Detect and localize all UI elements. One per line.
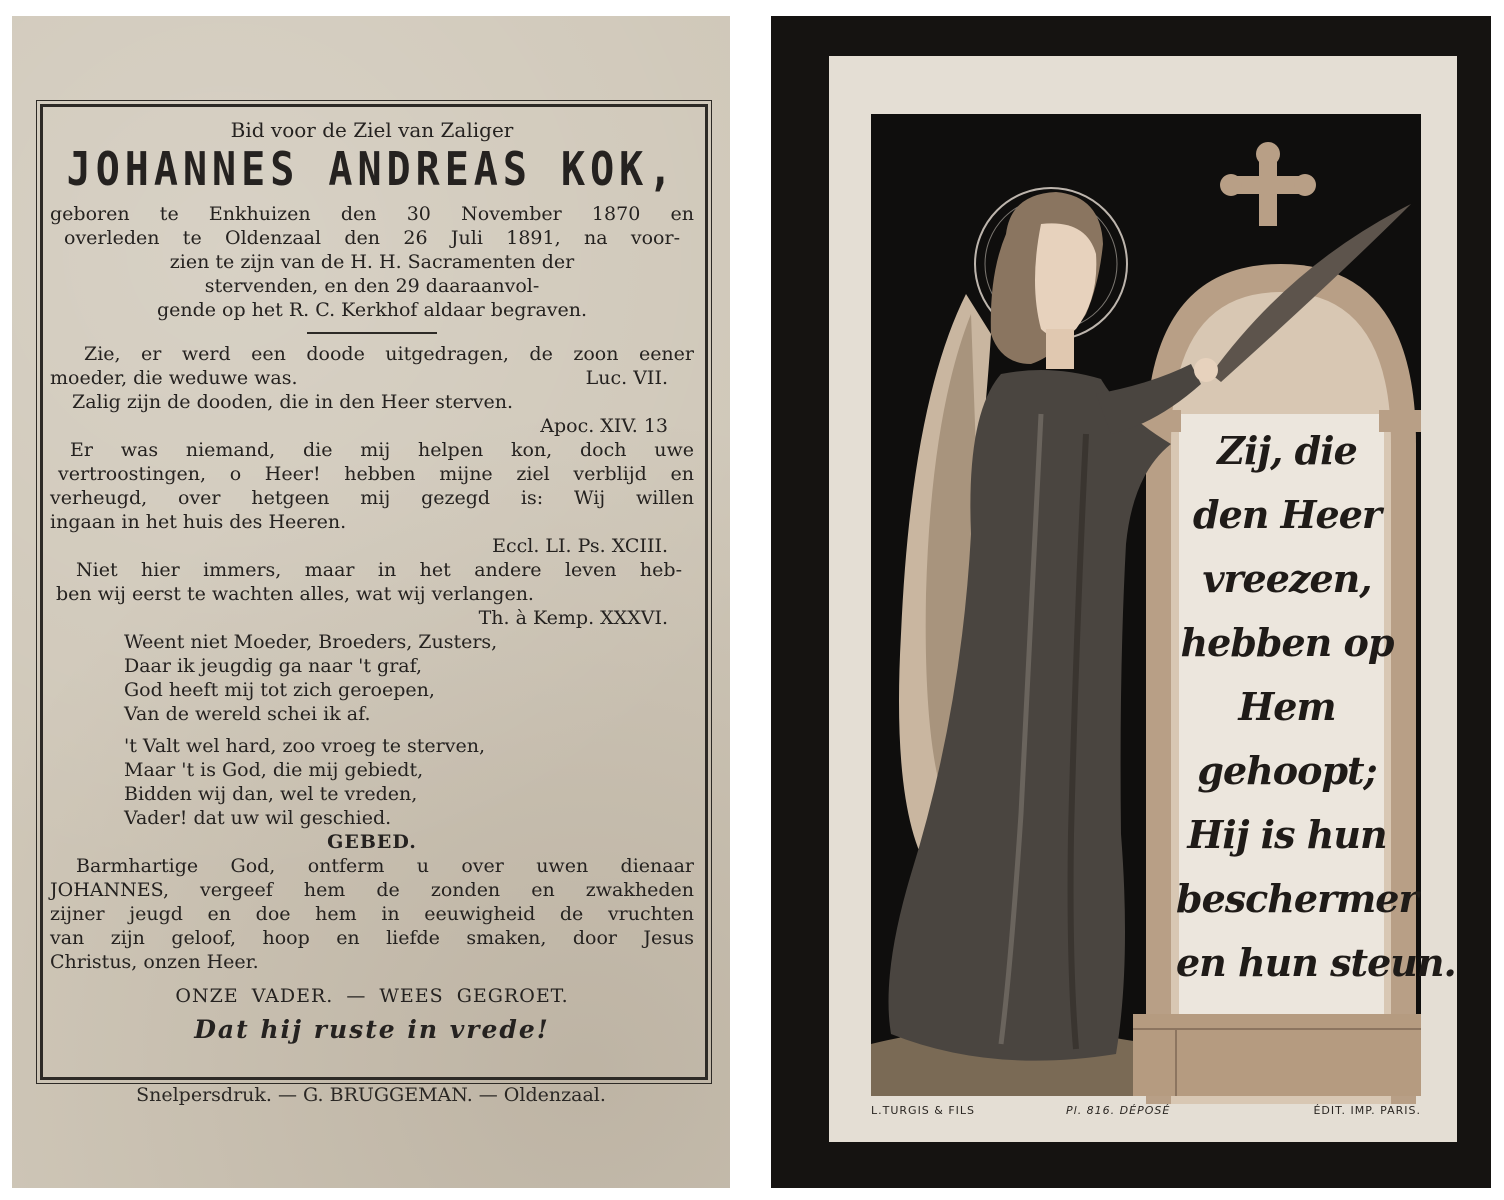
- quote-line: ben wij eerst te wachten alles, wat wij verlangen.: [56, 583, 534, 605]
- reference-apoc: Apoc. XIV. 13: [540, 415, 668, 437]
- divider-rule: [307, 332, 437, 334]
- memorial-card-image-side: [771, 16, 1491, 1188]
- quote-line: vertroostingen, o Heer! hebben mijne ziel verblijd en: [58, 463, 694, 485]
- credit-city: ÉDIT. IMP. PARIS.: [1313, 1104, 1421, 1117]
- header-line: Bid voor de Ziel van Zaliger: [230, 118, 514, 142]
- verse-line: Bidden wij dan, wel te vreden,: [124, 783, 418, 805]
- prayer-title: GEBED.: [327, 831, 417, 853]
- memorial-card-text-side: [12, 16, 730, 1188]
- inscription-line: gehoopt;: [1197, 748, 1377, 793]
- quote-line: ingaan in het huis des Heeren.: [50, 511, 347, 533]
- verse-line: 't Valt wel hard, zoo vroeg te sterven,: [124, 735, 485, 757]
- inscription-line: beschermer: [1176, 876, 1418, 921]
- angel-hand: [1194, 358, 1218, 382]
- verse-stanza-2: [50, 734, 694, 830]
- verse-line: Vader! dat uw wil geschied.: [124, 807, 392, 829]
- inscription-line: en hun steun.: [1176, 940, 1456, 985]
- bio-line: overleden te Oldenzaal den 26 Juli 1891, na voor-: [64, 227, 680, 249]
- reference-kemp: Th. à Kemp. XXXVI.: [478, 607, 668, 629]
- quote-line: Er was niemand, die mij helpen kon, doch uwe: [70, 439, 694, 461]
- image-mat: [829, 56, 1457, 1142]
- cross-icon: [1220, 142, 1316, 226]
- reference-eccl: Eccl. LI. Ps. XCIII.: [492, 535, 668, 557]
- inscription-line: hebben op: [1180, 620, 1394, 665]
- card-text-block: [50, 116, 694, 1042]
- inscription-line: Hem: [1238, 684, 1336, 729]
- bio-line: gende op het R. C. Kerkhof aldaar begraven.: [156, 299, 588, 321]
- prayer-line: van zijn geloof, hoop en liefde smaken, door Jesus: [50, 927, 694, 949]
- reference-luc: Luc. VII.: [585, 367, 668, 389]
- bio-line: stervenden, en den 29 daaraanvol-: [204, 275, 540, 297]
- credit-publisher: L.TURGIS & FILS: [871, 1104, 976, 1117]
- quote-line: Niet hier immers, maar in het andere leven heb-: [76, 559, 682, 581]
- bio-line: zien te zijn van de H. H. Sacramenten der: [169, 251, 575, 273]
- inscription-line: Hij is hun: [1187, 812, 1387, 857]
- quote-row: [50, 366, 694, 390]
- quote-line: Zie, er werd een doode uitgedragen, de zoon eener: [84, 343, 694, 365]
- verse-line: Weent niet Moeder, Broeders, Zusters,: [124, 631, 498, 653]
- inscription-line: Zij, die: [1217, 428, 1357, 473]
- printer-credit: Snelpersdruk. — G. BRUGGEMAN. — Oldenzaal.: [136, 1084, 606, 1106]
- quote-line: Zalig zijn de dooden, die in den Heer sterven.: [72, 391, 514, 413]
- credit-plate: Pl. 816. DÉPOSÉ: [1066, 1104, 1171, 1117]
- quote-line: moeder, die weduwe was.: [50, 367, 298, 389]
- verse-line: Daar ik jeugdig ga naar 't graf,: [124, 655, 423, 677]
- inscription-line: vreezen,: [1202, 556, 1372, 601]
- prayer-line: Barmhartige God, ontferm u over uwen dienaar: [76, 855, 694, 877]
- verse-line: Van de wereld schei ik af.: [124, 703, 371, 725]
- verse-line: God heeft mij tot zich geroepen,: [124, 679, 435, 701]
- angel-illustration: [871, 114, 1456, 1096]
- tablet-inscription: [1176, 419, 1456, 995]
- verse-line: Maar 't is God, die mij gebiedt,: [124, 759, 424, 781]
- prayer-line: JOHANNES, vergeef hem de zonden en zwakheden: [50, 879, 694, 901]
- prayer-line: zijner jeugd en doe hem in eeuwigheid de vruchten: [50, 903, 694, 925]
- inscription-line: den Heer: [1193, 492, 1381, 537]
- deceased-name: JOHANNES ANDREAS KOK,: [66, 143, 678, 197]
- verse-stanza-1: [50, 630, 694, 726]
- closing-prayers: ONZE VADER. — WEES GEGROET.: [175, 985, 569, 1007]
- bio-line: geboren te Enkhuizen den 30 November 1870 en: [50, 203, 694, 225]
- rest-in-peace-line: Dat hij ruste in vrede!: [194, 1015, 550, 1044]
- prayer-line: Christus, onzen Heer.: [50, 951, 259, 973]
- quote-line: verheugd, over hetgeen mij gezegd is: Wij willen: [50, 487, 694, 509]
